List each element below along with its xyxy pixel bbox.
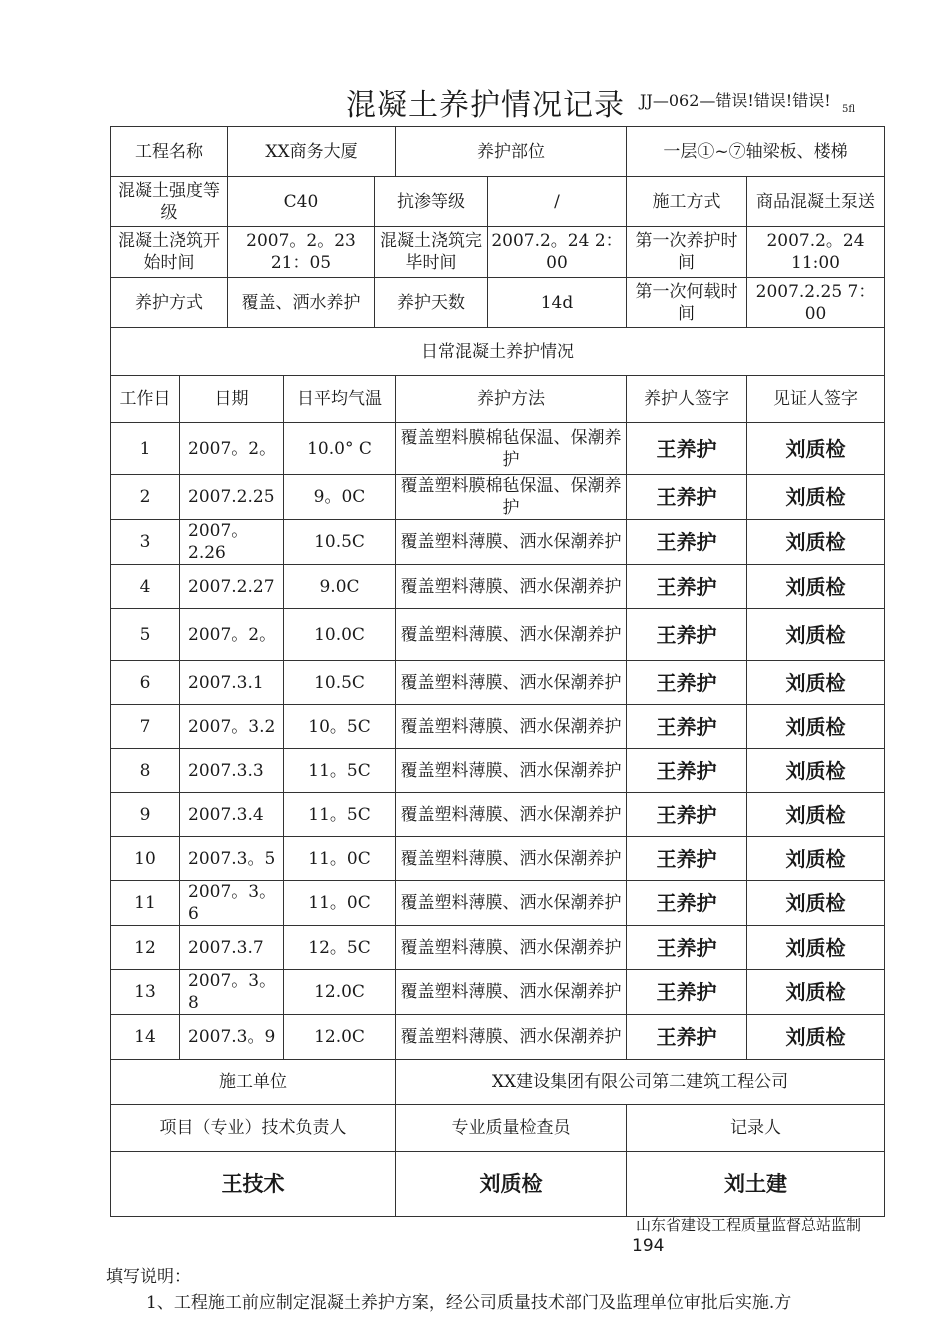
table-row (111, 423, 885, 475)
row-curer-signature: 王养护 (627, 837, 747, 881)
row-avg-temp: 9。0C (284, 475, 396, 520)
pour-end-value: 2007.2。24 2：00 (488, 227, 627, 278)
row-date: 2007.3.7 (180, 926, 284, 970)
row-workday: 2 (111, 475, 180, 520)
project-name-label: 工程名称 (111, 127, 228, 177)
table-row (111, 661, 885, 705)
qc-inspector-label: 专业质量检查员 (396, 1105, 627, 1152)
table-row (111, 565, 885, 609)
cure-days-value: 14d (488, 278, 627, 328)
first-load-label: 第一次何载时间 (627, 278, 747, 328)
row-workday: 1 (111, 423, 180, 475)
table-row (111, 520, 885, 565)
row-cure-method: 覆盖塑料薄膜、洒水保潮养护 (396, 926, 627, 970)
document-number: JJ—062—错误!错误!错误! (640, 91, 831, 110)
row-date: 2007.3。9 (180, 1015, 284, 1060)
row-avg-temp: 10.0° C (284, 423, 396, 475)
row-witness-signature: 刘质检 (747, 565, 885, 609)
row-date: 2007。3.2 (180, 705, 284, 749)
row-witness-signature: 刘质检 (747, 837, 885, 881)
row-workday: 3 (111, 520, 180, 565)
recorder-signature: 刘土建 (627, 1152, 885, 1217)
table-row (111, 749, 885, 793)
row-workday: 13 (111, 970, 180, 1015)
row-cure-method: 覆盖塑料薄膜、洒水保潮养护 (396, 749, 627, 793)
row-date: 2007.3.4 (180, 793, 284, 837)
tech-lead-label: 项目（专业）技术负责人 (111, 1105, 396, 1152)
row-cure-method: 覆盖塑料薄膜、洒水保潮养护 (396, 837, 627, 881)
header-curer-signature: 养护人签字 (627, 376, 747, 423)
row-curer-signature: 王养护 (627, 881, 747, 926)
row-date: 2007。2。 (180, 423, 284, 475)
row-avg-temp: 10.5C (284, 520, 396, 565)
row-avg-temp: 12。5C (284, 926, 396, 970)
construction-method-label: 施工方式 (627, 177, 747, 227)
construction-unit-value: XX建设集团有限公司第二建筑工程公司 (396, 1060, 885, 1105)
table-row (111, 1015, 885, 1060)
row-avg-temp: 10.0C (284, 609, 396, 661)
pour-start-value: 2007。2。23 21：05 (228, 227, 375, 278)
row-avg-temp: 11。0C (284, 837, 396, 881)
curing-part-label: 养护部位 (396, 127, 627, 177)
row-witness-signature: 刘质检 (747, 661, 885, 705)
row-workday: 9 (111, 793, 180, 837)
impermeability-label: 抗渗等级 (375, 177, 488, 227)
row-date: 2007.3.3 (180, 749, 284, 793)
row-cure-method: 覆盖塑料薄膜、洒水保潮养护 (396, 705, 627, 749)
row-curer-signature: 王养护 (627, 661, 747, 705)
row-avg-temp: 10。5C (284, 705, 396, 749)
fill-instructions-title: 填写说明： (106, 1267, 191, 1287)
row-date: 2007。3。8 (180, 970, 284, 1015)
row-workday: 12 (111, 926, 180, 970)
header-witness-signature: 见证人签字 (747, 376, 885, 423)
table-row (111, 609, 885, 661)
row-cure-method: 覆盖塑料薄膜、洒水保潮养护 (396, 1015, 627, 1060)
row-curer-signature: 王养护 (627, 475, 747, 520)
row-curer-signature: 王养护 (627, 609, 747, 661)
page-number: 194 (632, 1236, 665, 1256)
cure-method-value: 覆盖、洒水养护 (228, 278, 375, 328)
document-number-sub: 5fl (842, 104, 856, 115)
row-date: 2007.3。5 (180, 837, 284, 881)
strength-label: 混凝土强度等级 (111, 177, 228, 227)
row-curer-signature: 王养护 (627, 1015, 747, 1060)
row-workday: 5 (111, 609, 180, 661)
row-witness-signature: 刘质检 (747, 1015, 885, 1060)
curing-record-table (110, 126, 885, 1217)
row-cure-method: 覆盖塑料膜棉毡保温、保潮养护 (396, 423, 627, 475)
table-row (111, 475, 885, 520)
row-avg-temp: 12.0C (284, 970, 396, 1015)
recorder-label: 记录人 (627, 1105, 885, 1152)
tech-lead-signature: 王技术 (111, 1152, 396, 1217)
row-cure-method: 覆盖塑料膜棉毡保温、保潮养护 (396, 475, 627, 520)
daily-rows (111, 423, 885, 1060)
row-avg-temp: 12.0C (284, 1015, 396, 1060)
row-workday: 6 (111, 661, 180, 705)
header-cure-method: 养护方法 (396, 376, 627, 423)
project-name-value: XX商务大厦 (228, 127, 396, 177)
cure-method-label: 养护方式 (111, 278, 228, 328)
row-cure-method: 覆盖塑料薄膜、洒水保潮养护 (396, 881, 627, 926)
row-date: 2007。3。6 (180, 881, 284, 926)
row-curer-signature: 王养护 (627, 749, 747, 793)
row-date: 2007.2.27 (180, 565, 284, 609)
pour-end-label: 混凝土浇筑完毕时间 (375, 227, 488, 278)
first-cure-value: 2007.2。24 11:00 (747, 227, 885, 278)
row-cure-method: 覆盖塑料薄膜、洒水保潮养护 (396, 520, 627, 565)
row-workday: 4 (111, 565, 180, 609)
row-workday: 14 (111, 1015, 180, 1060)
table-row (111, 970, 885, 1015)
row-witness-signature: 刘质检 (747, 926, 885, 970)
table-row (111, 837, 885, 881)
row-avg-temp: 11。0C (284, 881, 396, 926)
row-date: 2007.2.25 (180, 475, 284, 520)
row-curer-signature: 王养护 (627, 970, 747, 1015)
header-avg-temp: 日平均气温 (284, 376, 396, 423)
row-witness-signature: 刘质检 (747, 475, 885, 520)
row-curer-signature: 王养护 (627, 423, 747, 475)
row-date: 2007.3.1 (180, 661, 284, 705)
row-curer-signature: 王养护 (627, 520, 747, 565)
fill-instructions-line: 1、工程施工前应制定混凝土养护方案，经公司质量技术部门及监理单位审批后实施.方 (146, 1293, 792, 1313)
row-workday: 7 (111, 705, 180, 749)
impermeability-value: / (488, 177, 627, 227)
table-row (111, 793, 885, 837)
row-workday: 8 (111, 749, 180, 793)
row-avg-temp: 9.0C (284, 565, 396, 609)
row-cure-method: 覆盖塑料薄膜、洒水保潮养护 (396, 609, 627, 661)
row-witness-signature: 刘质检 (747, 749, 885, 793)
row-workday: 10 (111, 837, 180, 881)
table-row (111, 926, 885, 970)
row-witness-signature: 刘质检 (747, 705, 885, 749)
page-title: 混凝土养护情况记录 (346, 88, 625, 123)
row-curer-signature: 王养护 (627, 705, 747, 749)
row-cure-method: 覆盖塑料薄膜、洒水保潮养护 (396, 970, 627, 1015)
row-cure-method: 覆盖塑料薄膜、洒水保潮养护 (396, 793, 627, 837)
row-curer-signature: 王养护 (627, 926, 747, 970)
row-witness-signature: 刘质检 (747, 423, 885, 475)
header-date: 日期 (180, 376, 284, 423)
row-avg-temp: 11。5C (284, 793, 396, 837)
row-witness-signature: 刘质检 (747, 793, 885, 837)
table-row (111, 881, 885, 926)
construction-method-value: 商品混凝土泵送 (747, 177, 885, 227)
daily-section-title: 日常混凝土养护情况 (111, 328, 885, 376)
qc-inspector-signature: 刘质检 (396, 1152, 627, 1217)
supervisor-note: 山东省建设工程质量监督总站监制 (636, 1216, 862, 1234)
table-row (111, 705, 885, 749)
row-cure-method: 覆盖塑料薄膜、洒水保潮养护 (396, 565, 627, 609)
row-avg-temp: 11。5C (284, 749, 396, 793)
row-witness-signature: 刘质检 (747, 520, 885, 565)
curing-part-value: 一层①~⑦轴梁板、楼梯 (627, 127, 885, 177)
first-cure-label: 第一次养护时间 (627, 227, 747, 278)
row-witness-signature: 刘质检 (747, 970, 885, 1015)
row-date: 2007。2。 (180, 609, 284, 661)
header-workday: 工作日 (111, 376, 180, 423)
row-avg-temp: 10.5C (284, 661, 396, 705)
construction-unit-label: 施工单位 (111, 1060, 396, 1105)
first-load-value: 2007.2.25 7：00 (747, 278, 885, 328)
row-curer-signature: 王养护 (627, 565, 747, 609)
row-witness-signature: 刘质检 (747, 881, 885, 926)
row-date: 2007。2.26 (180, 520, 284, 565)
pour-start-label: 混凝土浇筑开始时间 (111, 227, 228, 278)
row-curer-signature: 王养护 (627, 793, 747, 837)
row-workday: 11 (111, 881, 180, 926)
row-cure-method: 覆盖塑料薄膜、洒水保潮养护 (396, 661, 627, 705)
strength-value: C40 (228, 177, 375, 227)
row-witness-signature: 刘质检 (747, 609, 885, 661)
cure-days-label: 养护天数 (375, 278, 488, 328)
